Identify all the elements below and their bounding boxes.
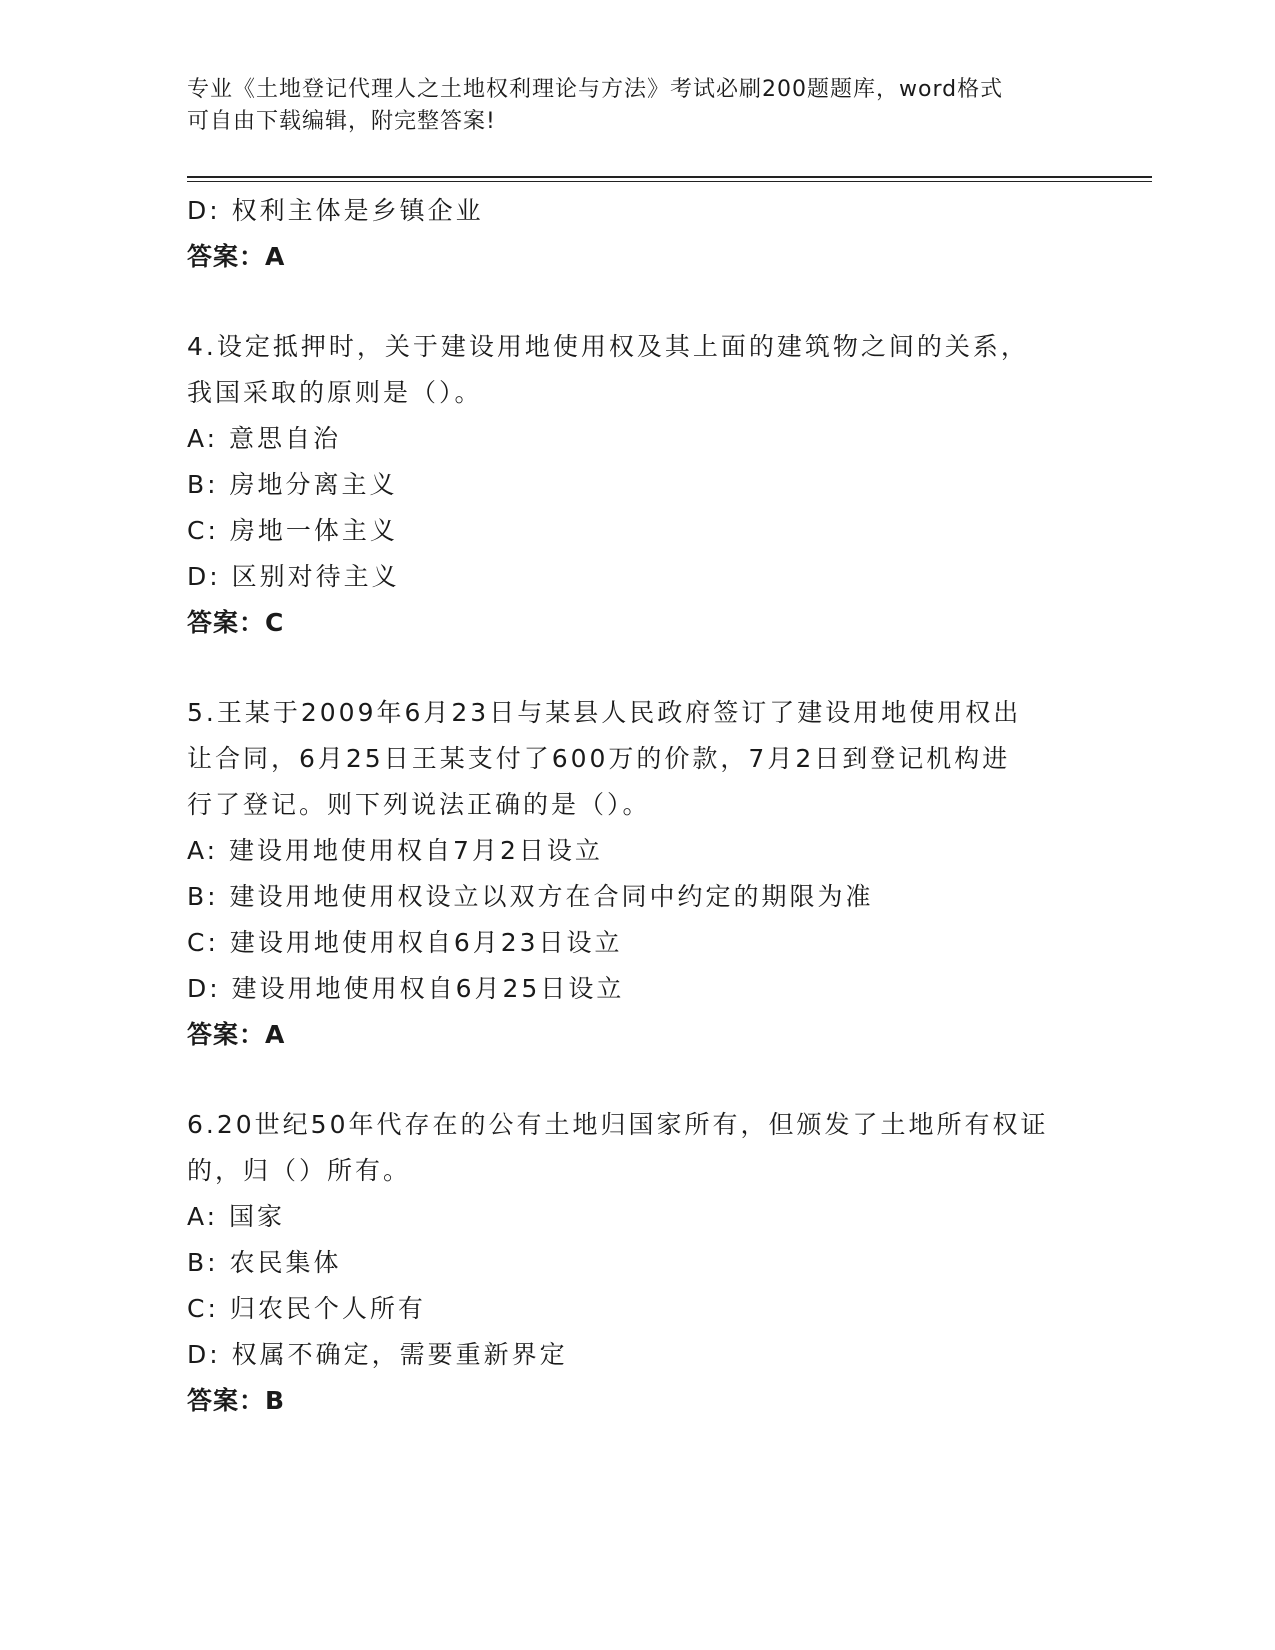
option-line: C: 归农民个人所有 [187, 1294, 426, 1323]
header-title-line-1: 专业《土地登记代理人之土地权利理论与方法》考试必刷200题题库，word格式 [187, 77, 1004, 102]
question-text: 让合同，6月25日王某支付了600万的价款，7月2日到登记机构进 [187, 744, 1011, 773]
option-line: C: 房地一体主义 [187, 516, 398, 545]
option-line: A: 建设用地使用权自7月2日设立 [187, 836, 603, 865]
header-title-line-2: 可自由下载编辑，附完整答案! [187, 109, 496, 134]
question-text: 4.设定抵押时，关于建设用地使用权及其上面的建筑物之间的关系， [187, 332, 1029, 361]
question-block [187, 1102, 1147, 1424]
option-line: D: 区别对待主义 [187, 562, 400, 591]
answer-line: 答案：A [187, 1020, 286, 1049]
block-spacer [187, 280, 1147, 324]
option-line: B: 建设用地使用权设立以双方在合同中约定的期限为准 [187, 882, 874, 911]
option-line: B: 房地分离主义 [187, 470, 398, 499]
option-line: A: 意思自治 [187, 424, 342, 453]
option-line: A: 国家 [187, 1202, 286, 1231]
question-text: 行了登记。则下列说法正确的是（）。 [187, 790, 651, 819]
question-block [187, 324, 1147, 646]
document-header [187, 74, 1067, 138]
question-text: 5.王某于2009年6月23日与某县人民政府签订了建设用地使用权出 [187, 698, 1022, 727]
question-text: 6.20世纪50年代存在的公有土地归国家所有，但颁发了土地所有权证 [187, 1110, 1049, 1139]
header-divider-thin [187, 181, 1152, 182]
answer-line: 答案：B [187, 1386, 286, 1415]
block-spacer [187, 646, 1147, 690]
question-text: 的，归（）所有。 [187, 1156, 412, 1185]
question-block [187, 690, 1147, 1058]
option-line: C: 建设用地使用权自6月23日设立 [187, 928, 623, 957]
question-block [187, 188, 1147, 280]
question-text: 我国采取的原则是（）。 [187, 378, 483, 407]
answer-line: 答案：A [187, 242, 286, 271]
header-divider-thick [187, 176, 1152, 178]
option-line: D: 权利主体是乡镇企业 [187, 196, 484, 225]
option-line: D: 权属不确定，需要重新界定 [187, 1340, 568, 1369]
option-line: D: 建设用地使用权自6月25日设立 [187, 974, 625, 1003]
question-list [187, 188, 1147, 1424]
option-line: B: 农民集体 [187, 1248, 342, 1277]
answer-line: 答案：C [187, 608, 285, 637]
block-spacer [187, 1058, 1147, 1102]
